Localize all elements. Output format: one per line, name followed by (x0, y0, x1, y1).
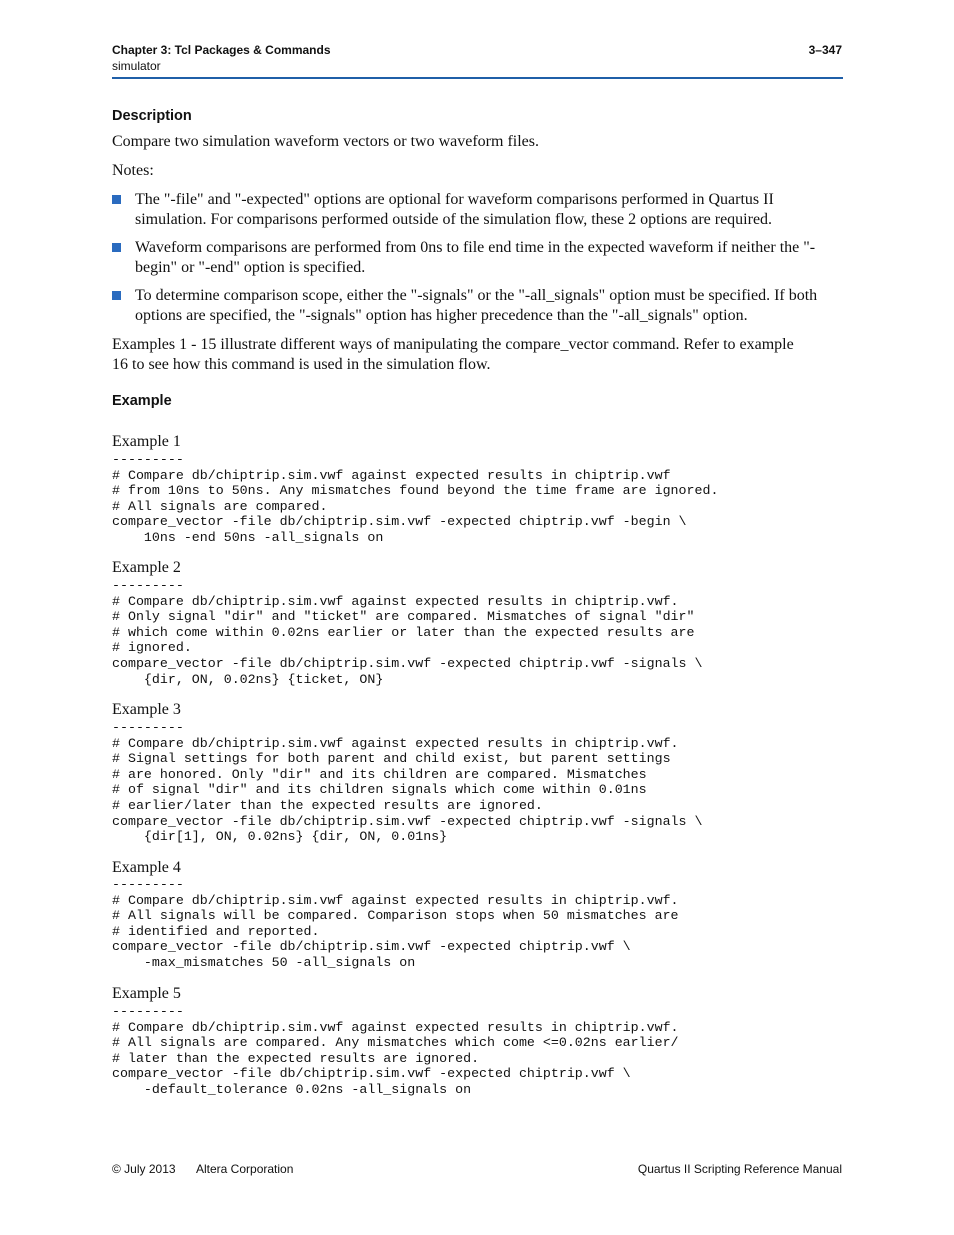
code-block: --------- # Compare db/chiptrip.sim.vwf against expected results in chiptrip.vwf. # All signals will be compared. Comparison stops when 50 mismatches are # identified and reported. compare_vector -file db/chiptrip.sim.vwf -expected chiptrip.vwf \ -max_mismatches 50 -all_signals on (112, 877, 679, 970)
code-block: --------- # Compare db/chiptrip.sim.vwf against expected results in chiptrip.vwf. # Only signal "dir" and "ticket" are compared. Mismatches of signal "dir" # which come within 0.02ns earlier or later than the expected results are # ignored. compare_vector -file db/chiptrip.sim.vwf -expected chiptrip.vwf -signals \ {dir, ON, 0.02ns} {ticket, ON} (112, 578, 703, 687)
description-closing: Examples 1 - 15 illustrate different ways of manipulating the compare_vector command. Refer to example 16 to see how this command is used in the simulation flow. (112, 336, 794, 373)
notes-label: Notes: (112, 162, 154, 179)
example-label: Example 2 (112, 559, 181, 576)
example-label: Example 4 (112, 859, 181, 876)
code-block: --------- # Compare db/chiptrip.sim.vwf against expected results in chiptrip.vwf. # All signals are compared. Any mismatches which come <=0.02ns earlier/ # later than the expected results are ignored. compare_vector -file db/chiptrip.sim.vwf -expected chiptrip.vwf \ -default_tolerance 0.02ns -all_signals on (112, 1004, 679, 1097)
bullet-item: Waveform comparisons are performed from 0ns to file end time in the expected waveform if neither the "-begin" or "-end" option is specified. (135, 239, 816, 276)
description-intro: Compare two simulation waveform vectors or two waveform files. (112, 133, 539, 150)
footer-copyright: © July 2013 (112, 1162, 176, 1176)
bullet-icon (112, 291, 121, 300)
footer-company: Altera Corporation (196, 1162, 294, 1176)
example-label: Example 5 (112, 985, 181, 1002)
bullet-item: To determine comparison scope, either the "-signals" or the "-all_signals" option must be specified. If both options are specified, the "-signals" option has higher precedence than the "-all_signals" option. (135, 287, 818, 324)
header-rule (112, 77, 843, 79)
description-heading: Description (112, 108, 192, 124)
footer-manual-title: Quartus II Scripting Reference Manual (637, 1162, 842, 1176)
page-number: 3–347 (808, 43, 842, 57)
bullet-icon (112, 195, 121, 204)
example-label: Example 1 (112, 433, 181, 450)
bullet-item: The "-file" and "-expected" options are optional for waveform comparisons performed in Quartus II simulation. For comparisons performed outside of the simulation flow, these 2 options are required. (135, 191, 774, 228)
code-block: --------- # Compare db/chiptrip.sim.vwf against expected results in chiptrip.vwf # from 10ns to 50ns. Any mismatches found beyond the time frame are ignored. # All signals are compared. compare_vector -file db/chiptrip.sim.vwf -expected chiptrip.vwf -begin \ 10ns -end 50ns -all_signals on (112, 452, 719, 545)
code-block: --------- # Compare db/chiptrip.sim.vwf against expected results in chiptrip.vwf. # Signal settings for both parent and child exist, but parent settings # are honored. Only "dir" and its children are compared. Mismatches # of signal "dir" and its children signals which come within 0.01ns # earlier/later than the expected results are ignored. compare_vector -file db/chiptrip.sim.vwf -expected chiptrip.vwf -signals \ {dir[1], ON, 0.02ns} {dir, ON, 0.01ns} (112, 720, 703, 845)
example-heading: Example (112, 393, 172, 409)
example-label: Example 3 (112, 701, 181, 718)
bullet-icon (112, 243, 121, 252)
section-name: simulator (112, 59, 161, 73)
chapter-title: Chapter 3: Tcl Packages & Commands (112, 43, 331, 57)
